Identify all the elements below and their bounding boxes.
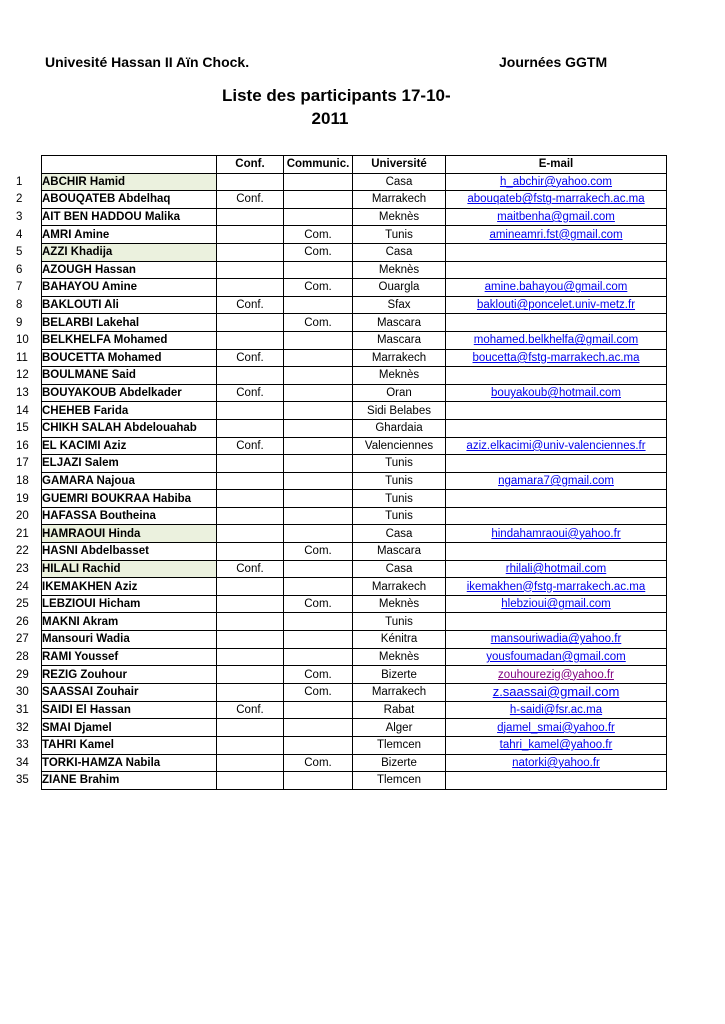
page-title — [222, 84, 451, 130]
communication-cell: Com. — [284, 595, 353, 613]
participant-name: BELARBI Lakehal — [42, 314, 217, 332]
email-cell — [446, 754, 667, 772]
participant-name: BAHAYOU Amine — [42, 279, 217, 297]
university-cell: Tunis — [353, 613, 446, 631]
participant-name: EL KACIMI Aziz — [42, 437, 217, 455]
email-cell — [446, 191, 667, 209]
email-link[interactable]: baklouti@poncelet.univ-metz.fr — [476, 299, 636, 312]
communication-cell — [284, 173, 353, 191]
row-number: 12 — [16, 369, 29, 382]
event-header: Journées GGTM — [499, 54, 608, 70]
row-number: 8 — [16, 299, 23, 312]
header-email: E-mail — [446, 156, 667, 174]
table-row — [16, 737, 667, 755]
email-link[interactable]: aziz.elkacimi@univ-valenciennes.fr — [466, 439, 646, 452]
conf-cell — [217, 666, 284, 684]
university-cell: Bizerte — [353, 666, 446, 684]
university-cell: Tunis — [353, 507, 446, 525]
email-link[interactable]: amine.bahayou@gmail.com — [484, 281, 628, 294]
participant-name: BOUCETTA Mohamed — [42, 349, 217, 367]
row-number: 1 — [16, 175, 23, 188]
participant-name: MAKNI Akram — [42, 613, 217, 631]
participant-name: AMRI Amine — [42, 226, 217, 244]
university-cell: Mascara — [353, 331, 446, 349]
table-row — [16, 243, 667, 261]
email-cell — [446, 525, 667, 543]
email-cell — [446, 455, 667, 473]
email-link[interactable]: hlebzioui@gmail.com — [501, 598, 611, 611]
university-cell: Tlemcen — [353, 737, 446, 755]
communication-cell — [284, 261, 353, 279]
communication-cell: Com. — [284, 666, 353, 684]
conf-cell — [217, 472, 284, 490]
university-cell: Casa — [353, 243, 446, 261]
email-link[interactable]: djamel_smai@yahoo.fr — [497, 721, 615, 734]
university-cell: Marrakech — [353, 578, 446, 596]
participant-name: RAMI Youssef — [42, 648, 217, 666]
email-link[interactable]: boucetta@fstg-marrakech.ac.ma — [472, 351, 640, 364]
communication-cell — [284, 437, 353, 455]
email-link[interactable]: h-saidi@fsr.ac.ma — [509, 704, 603, 717]
table-row — [16, 719, 667, 737]
conf-cell — [217, 719, 284, 737]
table-row — [16, 367, 667, 385]
conf-cell: Conf. — [217, 349, 284, 367]
row-number: 3 — [16, 211, 23, 224]
communication-cell — [284, 455, 353, 473]
communication-cell — [284, 402, 353, 420]
email-cell — [446, 507, 667, 525]
conf-cell — [217, 367, 284, 385]
communication-cell — [284, 648, 353, 666]
communication-cell: Com. — [284, 543, 353, 561]
table-row — [16, 772, 667, 790]
conf-cell — [217, 173, 284, 191]
university-cell: Meknès — [353, 648, 446, 666]
communication-cell — [284, 560, 353, 578]
email-cell — [446, 261, 667, 279]
row-number: 18 — [16, 474, 29, 487]
email-cell — [446, 331, 667, 349]
participant-name: GUEMRI BOUKRAA Habiba — [42, 490, 217, 508]
communication-cell: Com. — [284, 314, 353, 332]
participant-name: LEBZIOUI Hicham — [42, 595, 217, 613]
institution-header: Univesité Hassan II Aïn Chock. — [45, 54, 250, 70]
university-cell: Bizerte — [353, 754, 446, 772]
conf-cell — [217, 208, 284, 226]
email-cell — [446, 737, 667, 755]
email-cell — [446, 279, 667, 297]
table-row — [16, 560, 667, 578]
title-line-2: 2011 — [311, 109, 349, 128]
conf-cell — [217, 595, 284, 613]
university-cell: Sfax — [353, 296, 446, 314]
communication-cell — [284, 507, 353, 525]
communication-cell — [284, 701, 353, 719]
row-number: 20 — [16, 510, 29, 523]
participant-name: TORKI-HAMZA Nabila — [42, 754, 217, 772]
email-cell — [446, 701, 667, 719]
participant-name: SAIDI El Hassan — [42, 701, 217, 719]
conf-cell — [217, 631, 284, 649]
row-number: 5 — [16, 246, 23, 259]
communication-cell — [284, 737, 353, 755]
university-cell: Tunis — [353, 472, 446, 490]
participant-name: ZIANE Brahim — [42, 772, 217, 790]
communication-cell — [284, 296, 353, 314]
conf-cell — [217, 578, 284, 596]
email-cell — [446, 472, 667, 490]
participant-name: CHEHEB Farida — [42, 402, 217, 420]
conf-cell — [217, 737, 284, 755]
participant-name: Mansouri Wadia — [42, 631, 217, 649]
email-cell — [446, 772, 667, 790]
row-number: 21 — [16, 527, 29, 540]
university-cell: Marrakech — [353, 349, 446, 367]
university-cell: Tunis — [353, 226, 446, 244]
row-number: 19 — [16, 492, 29, 505]
communication-cell — [284, 772, 353, 790]
row-number: 27 — [16, 633, 29, 646]
table-row — [16, 648, 667, 666]
participant-name: BOUYAKOUB Abdelkader — [42, 384, 217, 402]
table-row — [16, 631, 667, 649]
table-row — [16, 543, 667, 561]
header-num — [16, 156, 42, 174]
conf-cell — [217, 455, 284, 473]
communication-cell — [284, 419, 353, 437]
communication-cell: Com. — [284, 279, 353, 297]
row-number: 2 — [16, 193, 23, 206]
participant-name: ELJAZI Salem — [42, 455, 217, 473]
table-row — [16, 419, 667, 437]
communication-cell — [284, 349, 353, 367]
participant-name: HILALI Rachid — [42, 560, 217, 578]
table-row — [16, 226, 667, 244]
communication-cell — [284, 472, 353, 490]
communication-cell — [284, 613, 353, 631]
title-line-1: Liste des participants 17-10- — [222, 86, 451, 105]
table-row — [16, 349, 667, 367]
email-cell — [446, 631, 667, 649]
row-number: 10 — [16, 334, 29, 347]
email-cell — [446, 367, 667, 385]
row-number: 7 — [16, 281, 23, 294]
email-cell — [446, 173, 667, 191]
email-cell — [446, 419, 667, 437]
table-row — [16, 331, 667, 349]
table-row — [16, 490, 667, 508]
conf-cell — [217, 419, 284, 437]
email-link[interactable]: tahri_kamel@yahoo.fr — [499, 739, 613, 752]
header-conf: Conf. — [217, 156, 284, 174]
row-number: 28 — [16, 650, 29, 663]
email-cell — [446, 648, 667, 666]
conf-cell — [217, 683, 284, 701]
conf-cell — [217, 613, 284, 631]
row-number: 29 — [16, 668, 29, 681]
email-link[interactable]: hindahamraoui@yahoo.fr — [491, 527, 621, 540]
conf-cell — [217, 525, 284, 543]
conf-cell — [217, 648, 284, 666]
email-cell — [446, 437, 667, 455]
university-cell: Alger — [353, 719, 446, 737]
table-row — [16, 666, 667, 684]
communication-cell — [284, 367, 353, 385]
table-row — [16, 279, 667, 297]
row-number: 32 — [16, 721, 29, 734]
conf-cell — [217, 243, 284, 261]
row-number: 34 — [16, 756, 29, 769]
email-link[interactable]: h_abchir@yahoo.com — [499, 175, 613, 188]
email-link[interactable]: amineamri.fst@gmail.com — [489, 228, 623, 241]
row-number: 30 — [16, 686, 29, 699]
participant-name: HASNI Abdelbasset — [42, 543, 217, 561]
table-row — [16, 613, 667, 631]
table-row — [16, 507, 667, 525]
email-cell — [446, 683, 667, 701]
university-cell: Meknès — [353, 208, 446, 226]
university-cell: Mascara — [353, 314, 446, 332]
email-cell — [446, 490, 667, 508]
row-number: 4 — [16, 228, 23, 241]
conf-cell: Conf. — [217, 560, 284, 578]
table-row — [16, 191, 667, 209]
communication-cell — [284, 208, 353, 226]
university-cell: Casa — [353, 173, 446, 191]
row-number: 23 — [16, 562, 29, 575]
row-number: 6 — [16, 263, 23, 276]
row-number: 14 — [16, 404, 29, 417]
table-row — [16, 173, 667, 191]
communication-cell: Com. — [284, 754, 353, 772]
conf-cell — [217, 490, 284, 508]
conf-cell — [217, 507, 284, 525]
communication-cell — [284, 525, 353, 543]
communication-cell — [284, 331, 353, 349]
header-university: Université — [353, 156, 446, 174]
participant-name: HAMRAOUI Hinda — [42, 525, 217, 543]
email-link[interactable]: yousfoumadan@gmail.com — [486, 650, 626, 663]
communication-cell — [284, 578, 353, 596]
table-row — [16, 402, 667, 420]
university-cell: Marrakech — [353, 683, 446, 701]
email-cell — [446, 613, 667, 631]
header-name — [42, 156, 217, 174]
participant-name: CHIKH SALAH Abdelouahab — [42, 419, 217, 437]
email-cell — [446, 349, 667, 367]
email-cell — [446, 314, 667, 332]
row-number: 33 — [16, 739, 29, 752]
university-cell: Tunis — [353, 490, 446, 508]
participant-name: REZIG Zouhour — [42, 666, 217, 684]
email-cell — [446, 543, 667, 561]
email-cell — [446, 296, 667, 314]
participant-name: ABCHIR Hamid — [42, 173, 217, 191]
email-link[interactable]: z.saassai@gmail.com — [492, 683, 620, 699]
participant-name: TAHRI Kamel — [42, 737, 217, 755]
row-number: 15 — [16, 422, 29, 435]
university-cell: Rabat — [353, 701, 446, 719]
email-cell — [446, 402, 667, 420]
row-number: 25 — [16, 598, 29, 611]
email-cell — [446, 560, 667, 578]
university-cell: Marrakech — [353, 191, 446, 209]
participant-name: IKEMAKHEN Aziz — [42, 578, 217, 596]
row-number: 11 — [16, 351, 28, 364]
communication-cell — [284, 191, 353, 209]
participant-name: GAMARA Najoua — [42, 472, 217, 490]
email-link[interactable]: mohamed.belkhelfa@gmail.com — [473, 334, 639, 347]
participants-table — [16, 155, 667, 790]
email-link[interactable]: ngamara7@gmail.com — [498, 474, 614, 487]
table-row — [16, 296, 667, 314]
participant-name: BELKHELFA Mohamed — [42, 331, 217, 349]
table-body — [16, 173, 667, 789]
conf-cell: Conf. — [217, 384, 284, 402]
table-row — [16, 437, 667, 455]
conf-cell — [217, 314, 284, 332]
email-link[interactable]: natorki@yahoo.fr — [512, 756, 600, 769]
conf-cell — [217, 402, 284, 420]
email-link[interactable]: mansouriwadia@yahoo.fr — [490, 633, 622, 646]
table-row — [16, 384, 667, 402]
communication-cell: Com. — [284, 683, 353, 701]
conf-cell — [217, 226, 284, 244]
conf-cell — [217, 543, 284, 561]
participant-name: AZOUGH Hassan — [42, 261, 217, 279]
participant-name: AIT BEN HADDOU Malika — [42, 208, 217, 226]
row-number: 26 — [16, 615, 29, 628]
communication-cell: Com. — [284, 226, 353, 244]
row-number: 9 — [16, 316, 23, 329]
communication-cell — [284, 631, 353, 649]
university-cell: Casa — [353, 525, 446, 543]
table-row — [16, 261, 667, 279]
university-cell: Tunis — [353, 455, 446, 473]
header-communication: Communic. — [284, 156, 353, 174]
table-row — [16, 208, 667, 226]
communication-cell — [284, 384, 353, 402]
participant-name: SAASSAI Zouhair — [42, 683, 217, 701]
email-link[interactable]: bouyakoub@hotmail.com — [491, 387, 621, 400]
university-cell: Kénitra — [353, 631, 446, 649]
row-number: 13 — [16, 387, 29, 400]
university-cell: Meknès — [353, 261, 446, 279]
row-number: 35 — [16, 774, 29, 787]
participant-name: SMAI Djamel — [42, 719, 217, 737]
conf-cell: Conf. — [217, 437, 284, 455]
email-cell — [446, 243, 667, 261]
university-cell: Meknès — [353, 367, 446, 385]
email-cell — [446, 578, 667, 596]
conf-cell — [217, 772, 284, 790]
email-cell — [446, 666, 667, 684]
participant-name: BOULMANE Said — [42, 367, 217, 385]
communication-cell: Com. — [284, 243, 353, 261]
email-cell — [446, 595, 667, 613]
table-row — [16, 578, 667, 596]
university-cell: Meknès — [353, 595, 446, 613]
university-cell: Ouargla — [353, 279, 446, 297]
participant-name: ABOUQATEB Abdelhaq — [42, 191, 217, 209]
table-row — [16, 701, 667, 719]
participant-name: AZZI Khadija — [42, 243, 217, 261]
conf-cell: Conf. — [217, 296, 284, 314]
table-row — [16, 525, 667, 543]
conf-cell — [217, 261, 284, 279]
conf-cell: Conf. — [217, 701, 284, 719]
row-number: 31 — [16, 704, 29, 717]
email-link[interactable]: zouhourezig@yahoo.fr — [498, 668, 614, 681]
university-cell: Casa — [353, 560, 446, 578]
email-cell — [446, 208, 667, 226]
email-link[interactable]: ikemakhen@fstg-marrakech.ac.ma — [466, 580, 646, 593]
table-row — [16, 314, 667, 332]
communication-cell — [284, 719, 353, 737]
row-number: 24 — [16, 580, 29, 593]
communication-cell — [284, 490, 353, 508]
table-row — [16, 455, 667, 473]
table-row — [16, 683, 667, 701]
conf-cell — [217, 279, 284, 297]
table-row — [16, 595, 667, 613]
table-row — [16, 754, 667, 772]
row-number: 17 — [16, 457, 29, 470]
university-cell: Oran — [353, 384, 446, 402]
email-cell — [446, 719, 667, 737]
conf-cell — [217, 754, 284, 772]
email-link[interactable]: maitbenha@gmail.com — [497, 211, 615, 224]
university-cell: Mascara — [353, 543, 446, 561]
participant-name: BAKLOUTI Ali — [42, 296, 217, 314]
university-cell: Ghardaia — [353, 419, 446, 437]
email-link[interactable]: abouqateb@fstg-marrakech.ac.ma — [467, 193, 645, 206]
university-cell: Tlemcen — [353, 772, 446, 790]
email-link[interactable]: rhilali@hotmail.com — [505, 562, 607, 575]
email-cell — [446, 226, 667, 244]
conf-cell — [217, 331, 284, 349]
row-number: 16 — [16, 439, 29, 452]
participant-name: HAFASSA Boutheina — [42, 507, 217, 525]
table-header-row — [16, 156, 667, 174]
university-cell: Valenciennes — [353, 437, 446, 455]
email-cell — [446, 384, 667, 402]
university-cell: Sidi Belabes — [353, 402, 446, 420]
conf-cell: Conf. — [217, 191, 284, 209]
table-row — [16, 472, 667, 490]
row-number: 22 — [16, 545, 29, 558]
